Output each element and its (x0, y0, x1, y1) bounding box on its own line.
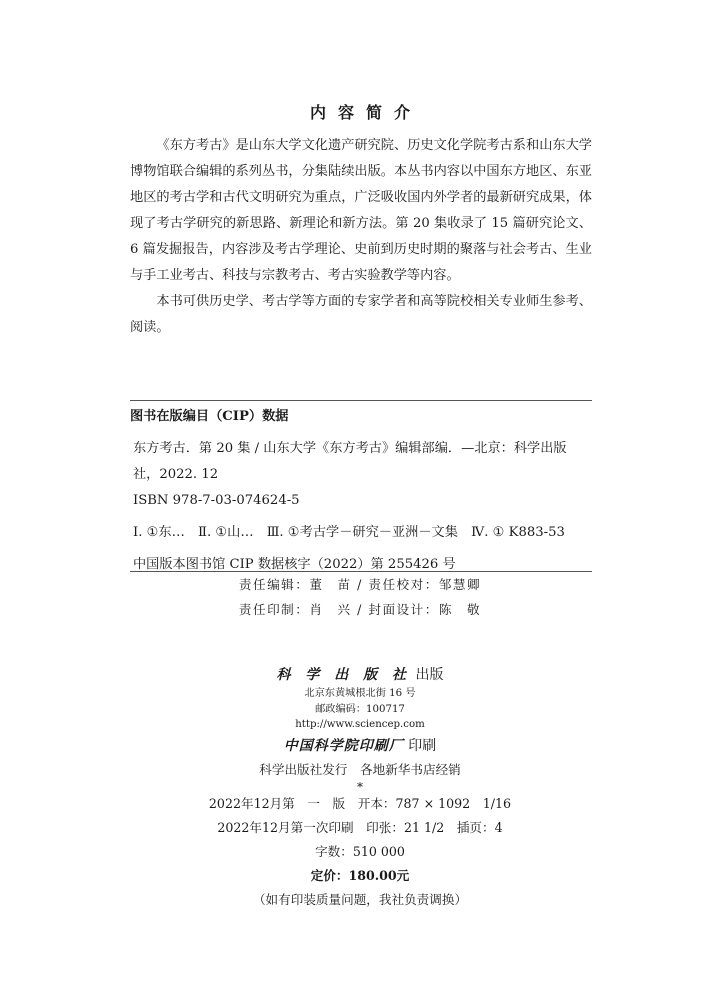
publisher-line (0, 664, 720, 686)
section-title: 内容简介 (309, 103, 422, 122)
cip-heading: 图书在版编目（CIP）数据 (130, 409, 289, 424)
cip-classification: Ⅰ. ①东… Ⅱ. ①山… Ⅲ. ①考古学－研究－亚洲－文集 Ⅳ. ① K883-53 (133, 525, 565, 540)
publisher-name: 科 学 出 版 社 (276, 667, 412, 683)
quality-notice: （如有印装质量问题，我社负责调换） (252, 891, 468, 907)
editors-block (0, 572, 720, 622)
printing-line: 2022年12月第一次印刷 印张：21 1/2 插页：4 (217, 819, 503, 835)
editor-line: 责任编辑：董 苗 / 责任校对：邹慧卿 (238, 577, 482, 592)
printer-suffix: 印刷 (408, 737, 437, 754)
cip-record-number: 中国版本图书馆 CIP 数据核字（2022）第 255426 号 (133, 557, 456, 572)
price-label: 定价： (310, 867, 349, 883)
cip-entry: 东方考古．第 20 集 / 山东大学《东方考古》编辑部编．—北京：科学出版社，2022. 12 (133, 441, 567, 482)
publisher-url: http://www.sciencep.com (295, 719, 425, 730)
intro-paragraph: 本书可供历史学、考古学等方面的专家学者和高等院校相关专业师生参考、阅读。 (130, 294, 592, 335)
printer-name: 中国科学院印刷厂 (283, 737, 404, 754)
publisher-suffix: 出版 (415, 667, 444, 683)
cip-block (130, 404, 592, 578)
imprint-block (0, 664, 720, 912)
price-value: 180.00元 (348, 867, 410, 883)
editor-line: 责任印制：肖 兴 / 封面设计：陈 敬 (238, 602, 482, 617)
printer-line (0, 734, 720, 758)
word-count: 字数：510 000 (315, 843, 405, 859)
intro-text (130, 133, 592, 341)
publisher-postcode: 邮政编码：100717 (315, 703, 405, 715)
price-line (0, 864, 720, 888)
top-divider (130, 400, 592, 401)
intro-paragraph: 《东方考古》是山东大学文化遗产研究院、历史文化学院考古系和山东大学博物馆联合编辑的系列丛书，分集陆续出版。本丛书内容以中国东方地区、东亚地区的考古学和古代文明研究为重点，广泛吸收国内外学者的最新研究成果，体现了考古学研究的新思路、新理论和新方法。第 20 集收录了 15 篇研究论文、6 篇发掘报告，内容涉及考古学理论、史前到历史时期的聚落与社会考古、生业与手工业考古、科技与宗教考古、考古实验教学等内容。 (130, 138, 592, 283)
separator-star: * (357, 779, 363, 794)
cip-isbn: ISBN 978-7-03-074624-5 (133, 493, 300, 508)
publisher-address: 北京东黄城根北街 16 号 (304, 688, 416, 699)
distribution-line: 科学出版社发行 各地新华书店经销 (259, 761, 461, 777)
edition-line: 2022年12月第 一 版 开本：787 × 1092 1/16 (208, 795, 512, 811)
